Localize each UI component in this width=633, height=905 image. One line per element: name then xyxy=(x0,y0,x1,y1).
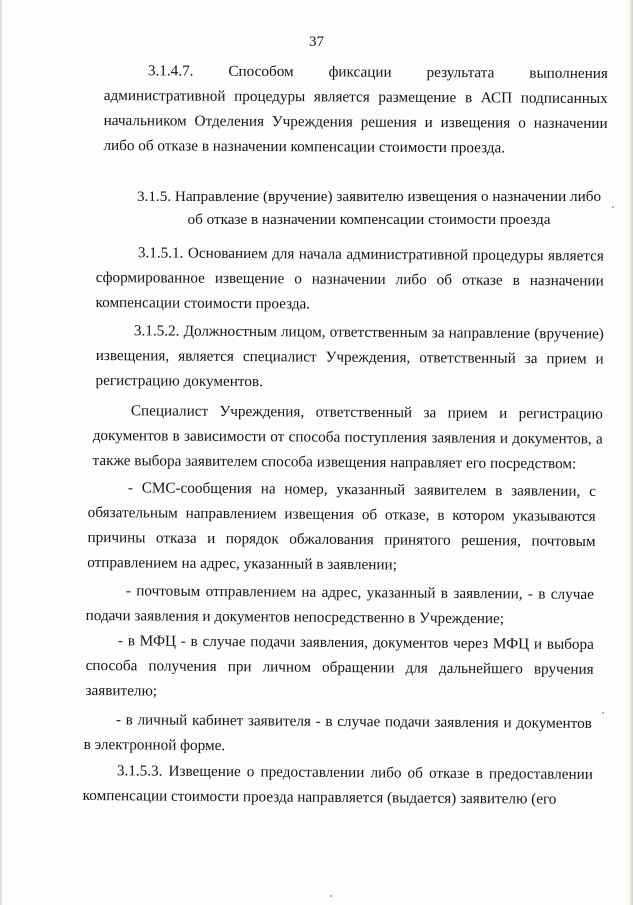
paragraph-3-1-5-1: 3.1.5.1. Основанием для начала административной процедуры является сформированное извещение о назначении либо об отказе в назначении компенсации стоимости проезда. xyxy=(95,244,604,313)
scan-speck xyxy=(612,206,614,208)
scan-speck xyxy=(330,895,332,897)
list-item-postal: - почтовым отправлением на адрес, указанный в заявлении, - в случае подачи заявления и документов непосредственно в Учреждение; xyxy=(85,582,594,628)
scan-edge-right xyxy=(629,0,633,905)
section-heading-3-1-5 xyxy=(130,185,608,231)
list-item-sms: - СМС-сообщения на номер, указанный заявителем в заявлении, с обязательным направлением извещения об отказе, в котором указываются причины отказа и порядок обжалования принятого решения, почтовым отправлением на адрес, указанный в заявлении; xyxy=(87,479,596,574)
section-heading-line-1: 3.1.5. Направление (вручение) заявителю извещения о назначении либо xyxy=(136,188,602,205)
section-heading-line-2: об отказе в назначении компенсации стоимости проезда xyxy=(187,211,551,228)
paragraph-specialist: Специалист Учреждения, ответственный за прием и регистрацию документов в зависимости от способа поступления заявления и документов, а также выбора заявителем способа извещения направляет его посредством: xyxy=(92,402,603,473)
scan-edge-left xyxy=(0,0,3,905)
paragraph-3-1-5-3: 3.1.5.3. Извещение о предоставлении либо об отказе в предоставлении компенсации стоимости проезда направляется (выдается) заявителю (его xyxy=(82,762,593,808)
paragraph-3-1-4-7: 3.1.4.7. Способом фиксации результата выполнения административной процедуры является размещение в АСП подписанных начальником Отделения Учреждения решения и извещения о назначении либо об отказе в назначении компенсации стоимости проезда. xyxy=(103,62,608,157)
page-number: 37 xyxy=(309,34,324,50)
list-item-mfc: - в МФЦ - в случае подачи заявления, документов через МФЦ и выбора способа получения при личном обращении для дальнейшего вручения заявителю; xyxy=(85,632,594,700)
paragraph-3-1-5-2: 3.1.5.2. Должностным лицом, ответственным за направление (вручение) извещения, является специалист Учреждения, ответственный за прием и регистрацию документов. xyxy=(95,322,604,391)
list-item-personal-cabinet: - в личный кабинет заявителя - в случае подачи заявления и документов в электронной форме. xyxy=(83,711,592,755)
scan-speck xyxy=(602,712,604,714)
